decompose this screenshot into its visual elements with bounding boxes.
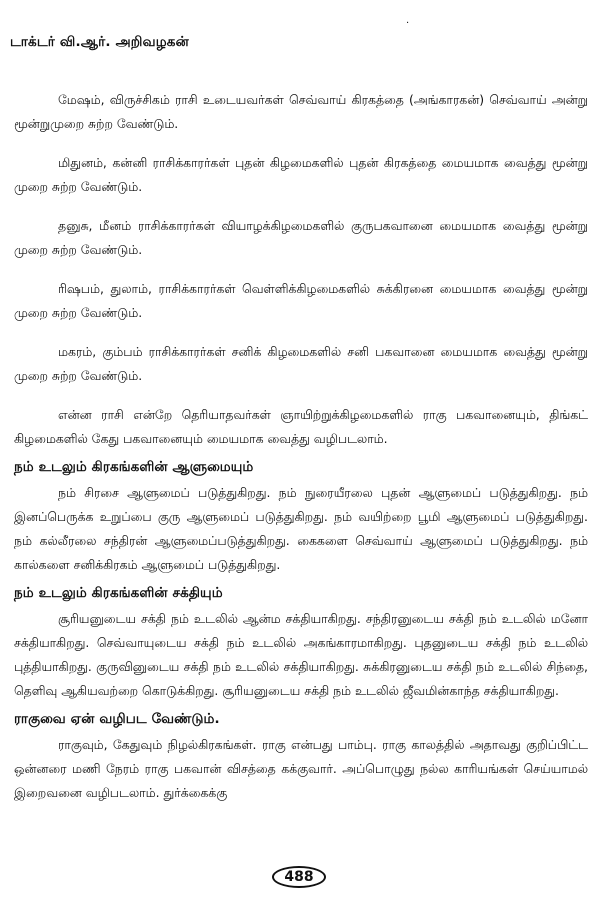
corner-mark: · <box>406 18 410 29</box>
page-number: 488 <box>284 869 314 885</box>
paragraph-magaram: மகரம், கும்பம் ராசிக்காரர்கள் சனிக் கிழமைகளில் சனி பகவானை மையமாக வைத்து மூன்று முறை சுற்ற வேண்டும். <box>14 344 588 383</box>
section-body-power: சூரியனுடைய சக்தி நம் உடலில் ஆன்ம சக்தியாகிறது. சந்திரனுடைய சக்தி நம் உடலில் மனோ சக்தியாகிறது. செவ்வாயுடைய சக்தி நம் உடலில் அகங்காரமாகிறது. புதனுடைய சக்தி நம் உடலில் புத்தியாகிறது. குருவினுடைய சக்தி நம் உடலில் சக்தியாகிறது. சுக்கிரனுடைய சக்தி நம் உடலில் சிந்தை, தெளிவு ஆகியவற்றை கொடுக்கிறது. சூரியனுடைய சக்தி நம் உடலில் ஜீவமின்காந்த சக்தியாகிறது. <box>14 611 588 698</box>
section-body-rahu: ராகுவும், கேதுவும் நிழல்கிரகங்கள். ராகு என்பது பாம்பு. ராகு காலத்தில் அதாவது குறிப்பிட்ட ஒன்னரை மணி நேரம் ராகு பகவான் விசத்தை கக்குவார். அப்பொழுது நல்ல காரியங்கள் செய்யாமல் இறைவனை வழிபடலாம். துர்க்கைக்கு <box>14 737 588 800</box>
section-heading-rahu: ராகுவை ஏன் வழிபட வேண்டும். <box>14 712 220 727</box>
paragraph-unknown-rasi: என்ன ராசி என்றே தெரியாதவர்கள் ஞாயிற்றுக்கிழமைகளில் ராகு பகவானையும், திங்கட் கிழமைகளில் கேது பகவானையும் மையமாக வைத்து வழிபடலாம். <box>14 407 588 446</box>
paragraph-mesham: மேஷம், விருச்சிகம் ராசி உடையவர்கள் செவ்வாய் கிரகத்தை (அங்காரகன்) செவ்வாய் அன்று மூன்றுமுறை சுற்ற வேண்டும். <box>14 92 588 131</box>
running-header: டாக்டர் வி.ஆர். அறிவழகன் <box>10 34 189 50</box>
page-number-badge <box>272 866 326 888</box>
paragraph-dhanusu: தனுசு, மீனம் ராசிக்காரர்கள் வியாழக்கிழமைகளில் குருபகவானை மையமாக வைத்து மூன்று முறை சுற்ற வேண்டும். <box>14 218 588 257</box>
section-heading-rule: நம் உடலும் கிரகங்களின் ஆளுமையும் <box>14 460 254 475</box>
section-body-rule: நம் சிரசை ஆளுமைப் படுத்துகிறது. நம் நுரையீரலை புதன் ஆளுமைப் படுத்துகிறது. நம் இனப்பெருக்க உறுப்பை குரு ஆளுமைப் படுத்துகிறது. நம் வயிற்றை பூமி ஆளுமைப் படுத்துகிறது. நம் கல்லீரலை சந்திரன் ஆளுமைப்படுத்துகிறது. கைகளை செவ்வாய் ஆளுமைப் படுத்துகிறது. நம் கால்களை சனிக்கிரகம் ஆளுமைப் படுத்துகிறது. <box>14 485 588 572</box>
paragraph-mithunam: மிதுனம், கன்னி ராசிக்காரர்கள் புதன் கிழமைகளில் புதன் கிரகத்தை மையமாக வைத்து மூன்று முறை சுற்ற வேண்டும். <box>14 155 588 194</box>
paragraph-rishabam: ரிஷபம், துலாம், ராசிக்காரர்கள் வெள்ளிக்கிழமைகளில் சுக்கிரனை மையமாக வைத்து மூன்று முறை சுற்ற வேண்டும். <box>14 281 588 320</box>
page-body <box>14 88 588 811</box>
section-heading-power: நம் உடலும் கிரகங்களின் சக்தியும் <box>14 586 223 601</box>
